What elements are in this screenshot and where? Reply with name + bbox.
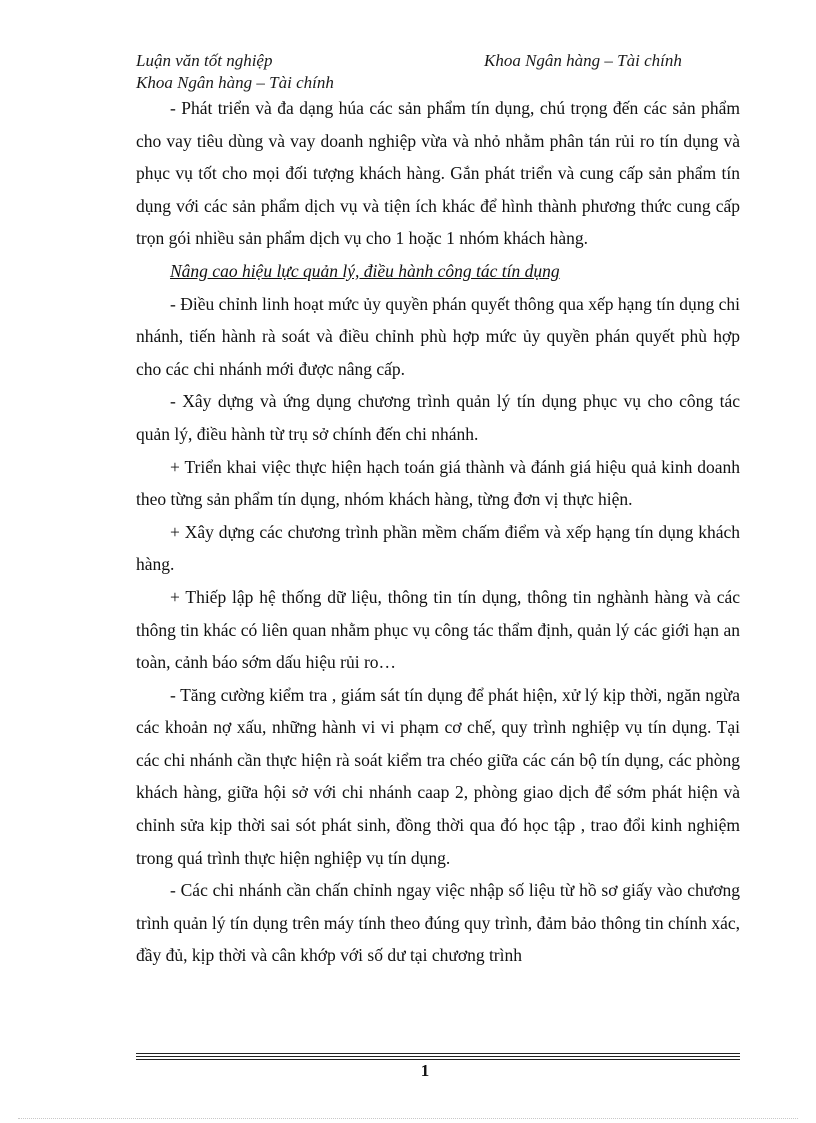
section-subheading: Nâng cao hiệu lực quản lý, điều hành công tác tín dụng bbox=[170, 260, 560, 281]
footer-rule bbox=[136, 1059, 740, 1060]
header-faculty-right: Khoa Ngân hàng – Tài chính bbox=[484, 51, 682, 70]
header-row-1 bbox=[136, 50, 736, 72]
paragraph-scoring-software: + Xây dựng các chương trình phần mềm chấm điểm và xếp hạng tín dụng khách hàng. bbox=[136, 521, 740, 575]
footer-rule bbox=[136, 1053, 740, 1054]
paragraph-product-development: - Phát triển và đa dạng húa các sản phẩm tín dụng, chú trọng đến các sản phẩm cho vay tiêu dùng và vay doanh nghiệp vừa và nhỏ nhằm phân tán rủi ro tín dụng và phục vụ tốt cho mọi đối tượng khách hàng. Gắn phát triển và cung cấp sản phẩm tín dụng với các sản phẩm dịch vụ và tiện ích khác để hình thành phương thức cung cấp trọn gói nhiều sản phẩm dịch vụ cho 1 hoặc 1 nhóm khách hàng. bbox=[136, 98, 740, 249]
page-header bbox=[136, 50, 736, 94]
paragraph-costing: + Triển khai việc thực hiện hạch toán giá thành và đánh giá hiệu quả kinh doanh theo từng sản phẩm tín dụng, nhóm khách hàng, từng đơn vị thực hiện. bbox=[136, 456, 740, 510]
paragraph-data-system: + Thiếp lập hệ thống dữ liệu, thông tin tín dụng, thông tin nghành hàng và các thông tin khác có liên quan nhằm phục vụ công tác thẩm định, quản lý các giới hạn an toàn, cảnh báo sớm dấu hiệu rủi ro… bbox=[136, 586, 740, 673]
document-body bbox=[136, 92, 740, 972]
paragraph-credit-program: - Xây dựng và ứng dụng chương trình quản lý tín dụng phục vụ cho công tác quản lý, điều hành từ trụ sở chính đến chi nhánh. bbox=[136, 391, 740, 444]
paragraph-data-entry: - Các chi nhánh cần chấn chỉnh ngay việc nhập số liệu từ hồ sơ giấy vào chương trình quản lý tín dụng trên máy tính theo đúng quy trình, đảm bảo thông tin chính xác, đầy đủ, kịp thời và cân khớp với số dư tại chương trình bbox=[136, 880, 740, 966]
header-faculty-left: Khoa Ngân hàng – Tài chính bbox=[136, 73, 334, 92]
header-thesis-title: Luận văn tốt nghiệp bbox=[136, 51, 273, 70]
page-number: 1 bbox=[420, 1061, 430, 1080]
header-row-2 bbox=[136, 72, 736, 94]
page-bottom-edge bbox=[18, 1118, 798, 1119]
paragraph-authorization: - Điều chỉnh linh hoạt mức ủy quyền phán quyết thông qua xếp hạng tín dụng chi nhánh, tiến hành rà soát và điều chỉnh phù hợp mức ủy quyền phán quyết phù hợp cho các chi nhánh mới được nâng cấp. bbox=[136, 293, 740, 379]
paragraph-inspection: - Tăng cường kiểm tra , giám sát tín dụng để phát hiện, xử lý kịp thời, ngăn ngừa các khoản nợ xấu, những hành vi vi phạm cơ chế, quy trình nghiệp vụ tín dụng. Tại các chi nhánh cần thực hiện rà soát kiểm tra chéo giữa các cán bộ tín dụng, các phòng khách hàng, giữa hội sở với chi nhánh caap 2, phòng giao dịch để sớm phát hiện và chỉnh sửa kịp thời sai sót phát sinh, đồng thời qua đó học tập , trao đổi kinh nghiệm trong quá trình thực hiện nghiệp vụ tín dụng. bbox=[136, 684, 740, 868]
footer-rule bbox=[136, 1056, 740, 1057]
